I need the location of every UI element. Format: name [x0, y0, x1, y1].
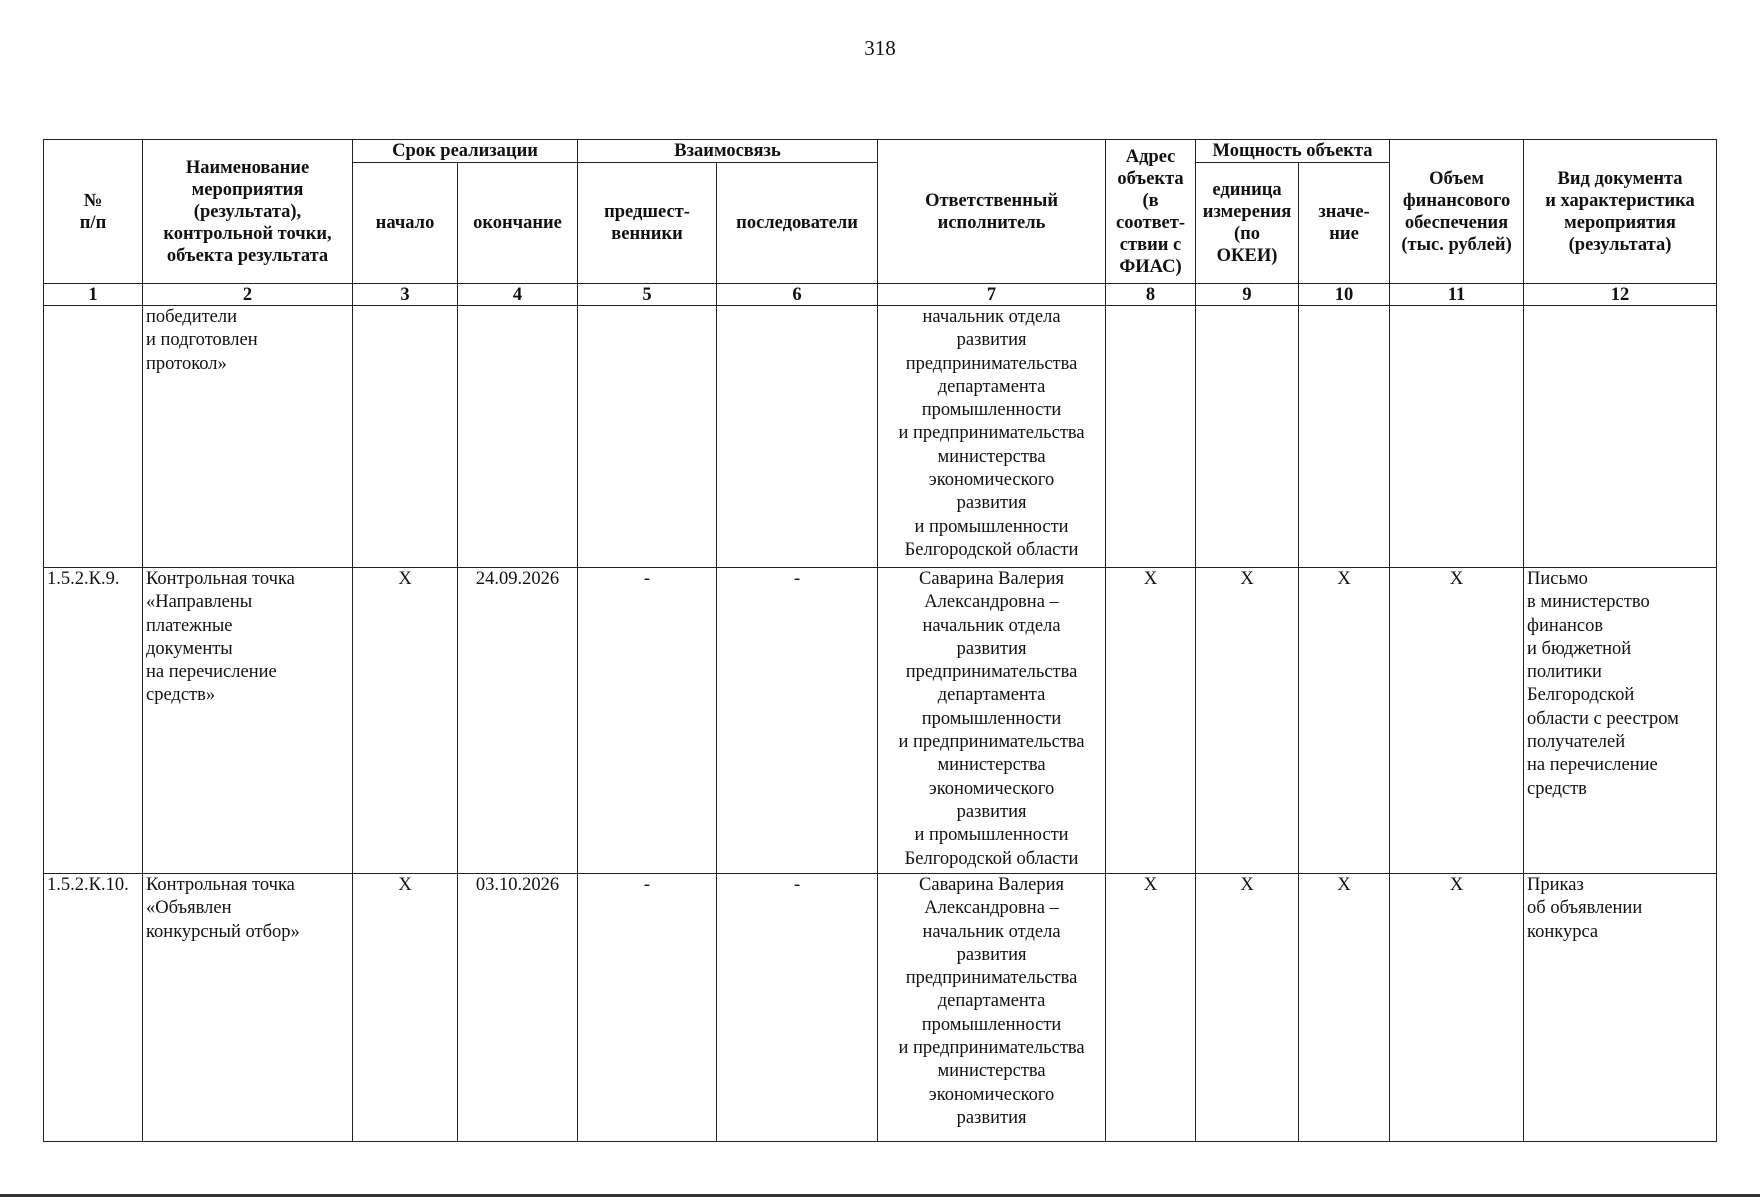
cell-address: Х — [1106, 568, 1196, 874]
cell-start: Х — [353, 568, 458, 874]
cell-address: Х — [1106, 874, 1196, 1142]
header-value: значе- ние — [1299, 163, 1390, 284]
cell-finance — [1390, 306, 1524, 568]
cell-num — [44, 306, 143, 568]
cell-doc: Письмо в министерство финансов и бюджетной политики Белгородской области с реестром получателей на перечисление средств — [1524, 568, 1717, 874]
page-bottom-rule — [0, 1194, 1760, 1197]
table-row — [44, 306, 1717, 568]
cell-responsible: начальник отдела развития предпринимательства департамента промышленности и предпринимательства министерства экономического развития и промышленности Белгородской области — [878, 306, 1106, 568]
table-row — [44, 874, 1717, 1142]
cell-value: Х — [1299, 874, 1390, 1142]
header-link-pred: предшест- венники — [578, 163, 717, 284]
column-number-row — [44, 284, 1717, 306]
header-finance: Объем финансового обеспечения (тыс. рублей) — [1390, 140, 1524, 284]
column-number: 11 — [1390, 284, 1524, 306]
header-address: Адрес объекта (в соответ- ствии с ФИАС) — [1106, 140, 1196, 284]
cell-pred — [578, 306, 717, 568]
header-term: Срок реализации — [353, 140, 578, 163]
cell-num: 1.5.2.К.10. — [44, 874, 143, 1142]
header-term-start: начало — [353, 163, 458, 284]
column-number: 6 — [717, 284, 878, 306]
cell-name: Контрольная точка «Направлены платежные документы на перечисление средств» — [143, 568, 353, 874]
header-capacity: Мощность объекта — [1196, 140, 1390, 163]
cell-finance: Х — [1390, 568, 1524, 874]
column-number: 10 — [1299, 284, 1390, 306]
table-row — [44, 568, 1717, 874]
cell-start: Х — [353, 874, 458, 1142]
column-number: 8 — [1106, 284, 1196, 306]
column-number: 1 — [44, 284, 143, 306]
header-doc: Вид документа и характеристика мероприятия (результата) — [1524, 140, 1717, 284]
cell-end: 24.09.2026 — [458, 568, 578, 874]
cell-unit: Х — [1196, 568, 1299, 874]
column-number: 7 — [878, 284, 1106, 306]
cell-name: Контрольная точка «Объявлен конкурсный отбор» — [143, 874, 353, 1142]
column-number: 9 — [1196, 284, 1299, 306]
cell-responsible: Саварина Валерия Александровна – начальник отдела развития предпринимательства департамента промышленности и предпринимательства министерства экономического развития — [878, 874, 1106, 1142]
cell-pred: - — [578, 874, 717, 1142]
header-responsible: Ответственный исполнитель — [878, 140, 1106, 284]
header-num: № п/п — [44, 140, 143, 284]
cell-pred: - — [578, 568, 717, 874]
page-number: 318 — [864, 36, 896, 60]
cell-end: 03.10.2026 — [458, 874, 578, 1142]
header-link-succ: последователи — [717, 163, 878, 284]
cell-succ: - — [717, 874, 878, 1142]
cell-responsible: Саварина Валерия Александровна – начальник отдела развития предпринимательства департамента промышленности и предпринимательства министерства экономического развития и промышленности Белгородской области — [878, 568, 1106, 874]
plan-table — [43, 139, 1717, 1142]
cell-value — [1299, 306, 1390, 568]
cell-start — [353, 306, 458, 568]
cell-doc — [1524, 306, 1717, 568]
cell-value: Х — [1299, 568, 1390, 874]
cell-num: 1.5.2.К.9. — [44, 568, 143, 874]
cell-unit: Х — [1196, 874, 1299, 1142]
column-number: 12 — [1524, 284, 1717, 306]
cell-finance: Х — [1390, 874, 1524, 1142]
cell-name: победители и подготовлен протокол» — [143, 306, 353, 568]
cell-unit — [1196, 306, 1299, 568]
cell-succ: - — [717, 568, 878, 874]
cell-succ — [717, 306, 878, 568]
column-number: 5 — [578, 284, 717, 306]
cell-address — [1106, 306, 1196, 568]
header-name: Наименование мероприятия (результата), контрольной точки, объекта результата — [143, 140, 353, 284]
column-number: 2 — [143, 284, 353, 306]
header-link: Взаимосвязь — [578, 140, 878, 163]
header-row-1 — [44, 140, 1717, 163]
cell-end — [458, 306, 578, 568]
header-unit: единица измерения (по ОКЕИ) — [1196, 163, 1299, 284]
cell-doc: Приказ об объявлении конкурса — [1524, 874, 1717, 1142]
column-number: 3 — [353, 284, 458, 306]
header-term-end: окончание — [458, 163, 578, 284]
column-number: 4 — [458, 284, 578, 306]
